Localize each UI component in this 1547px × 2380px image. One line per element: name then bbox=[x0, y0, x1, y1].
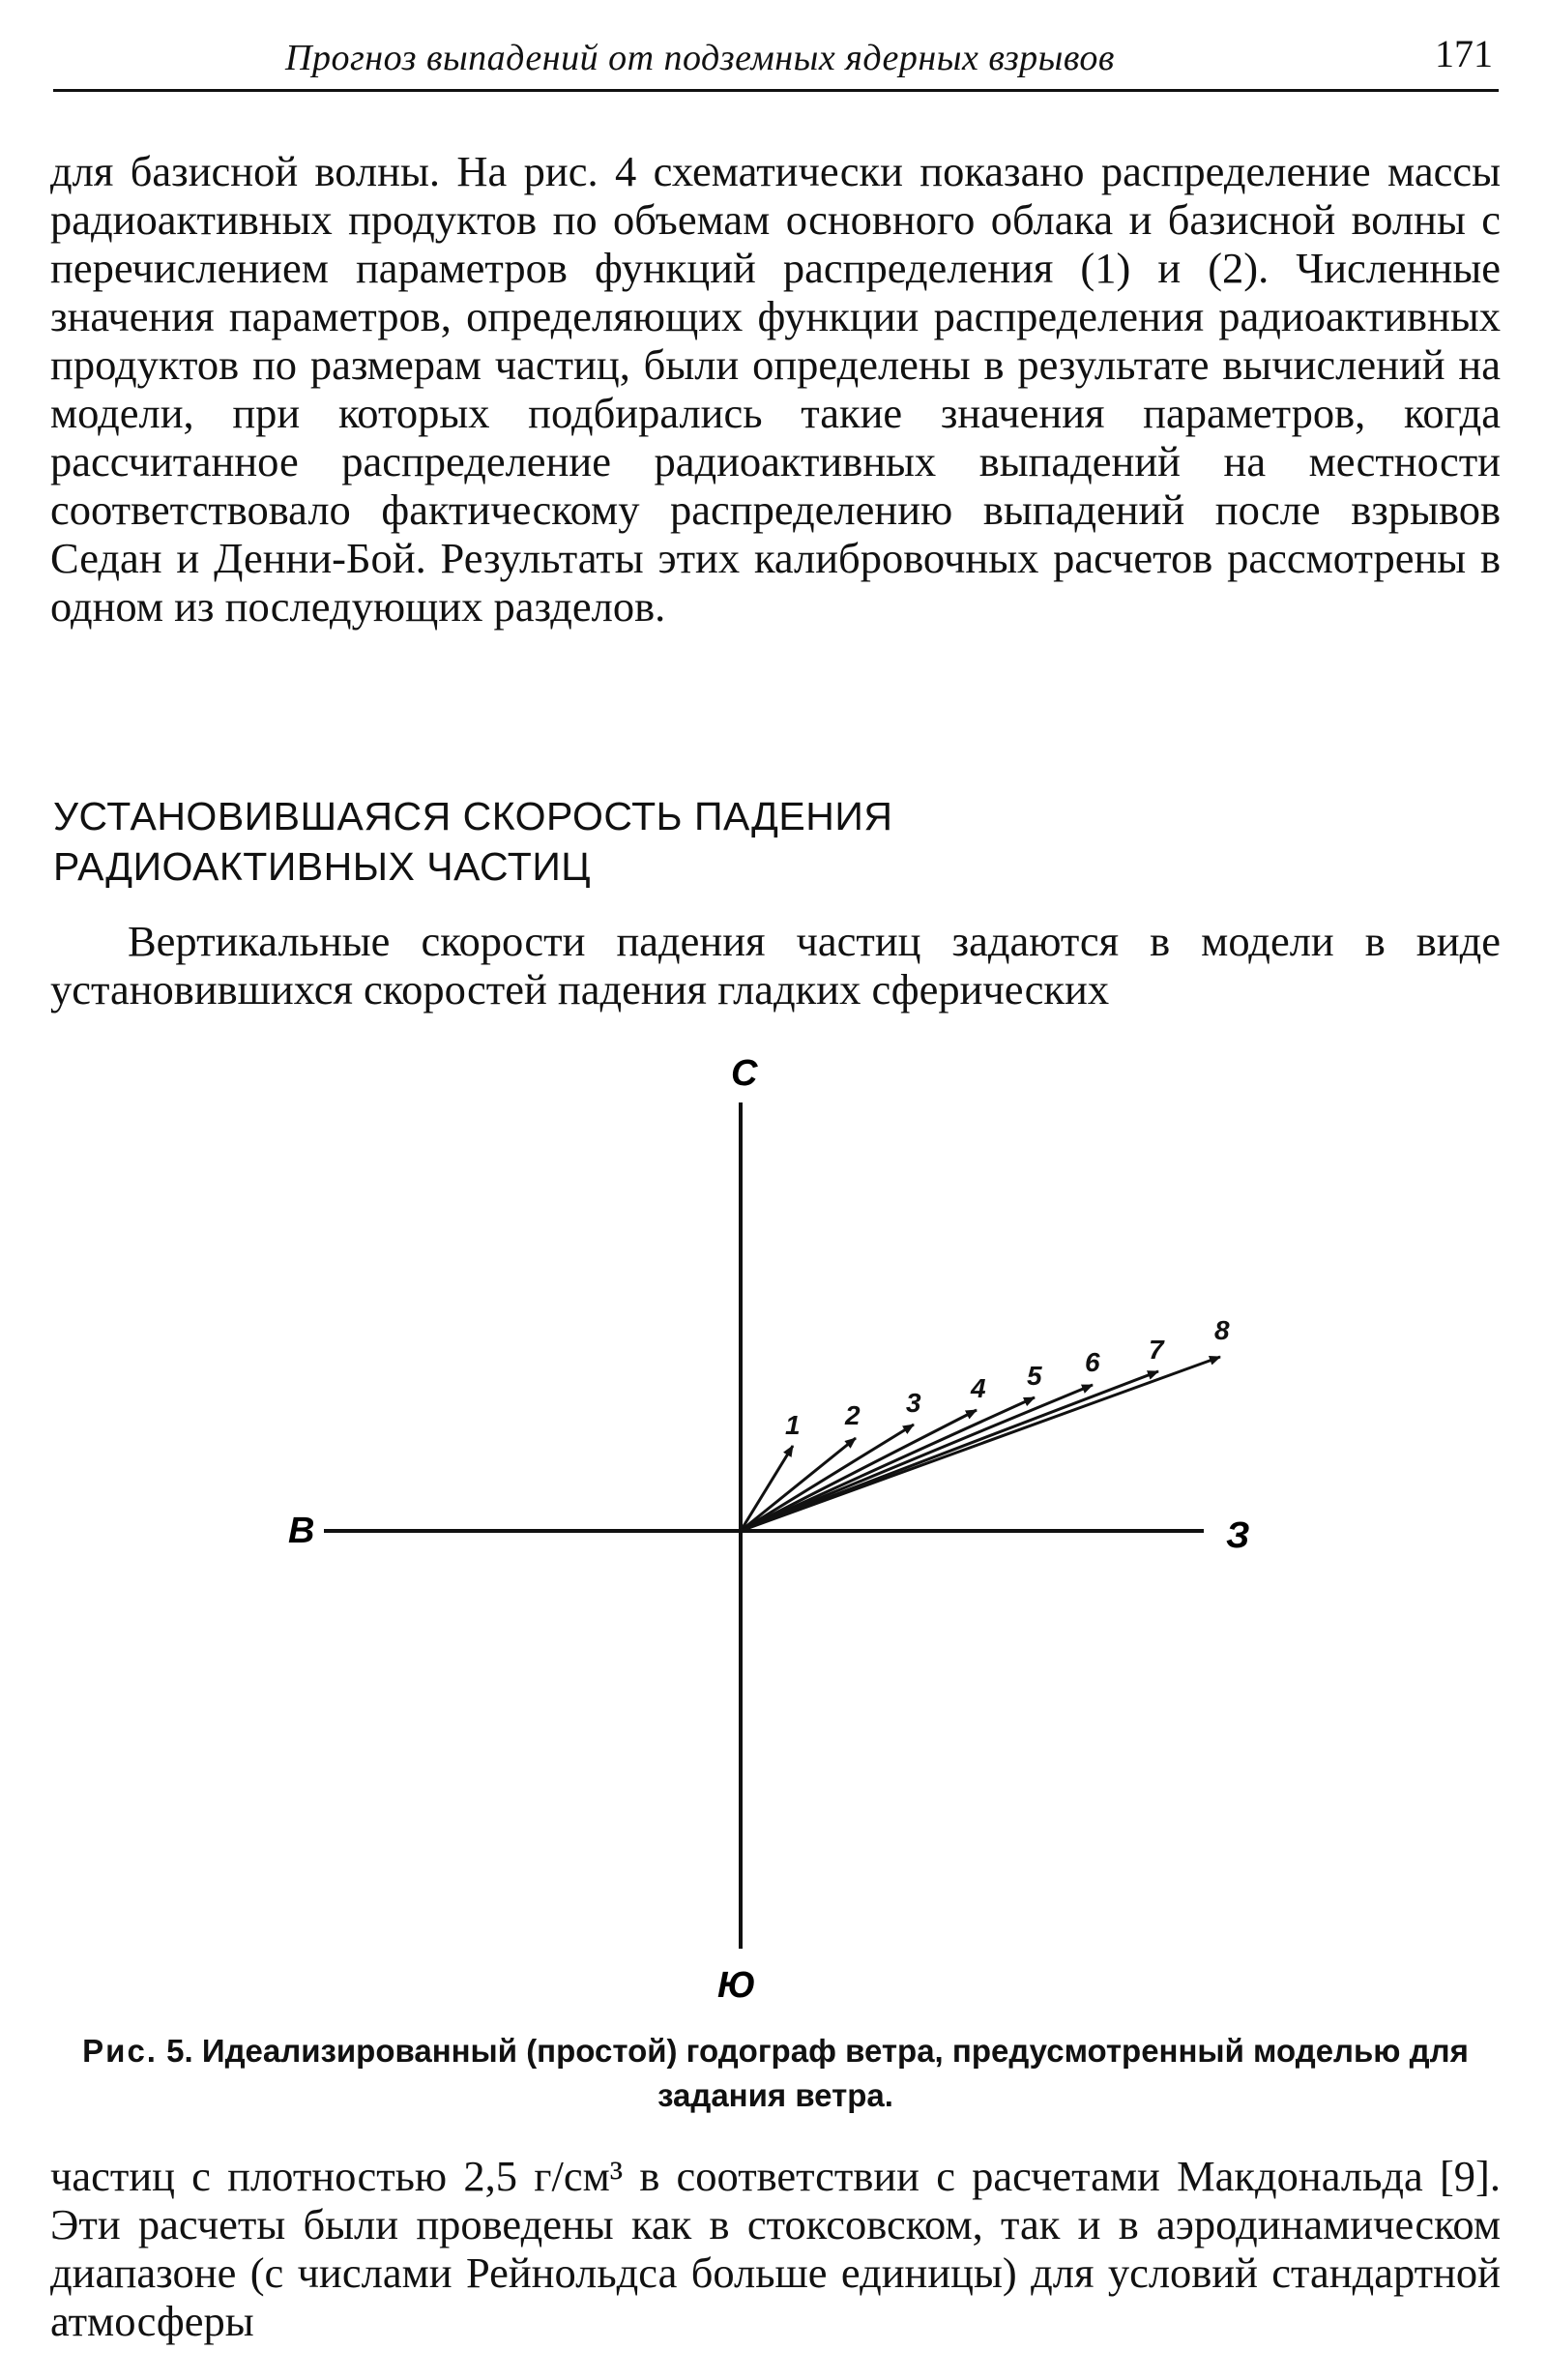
figure-caption bbox=[50, 2029, 1501, 2118]
axis-label-north: С bbox=[731, 1053, 758, 1094]
vector-label: 2 bbox=[845, 1400, 861, 1430]
section-heading-line: УСТАНОВИВШАЯСЯ СКОРОСТЬ ПАДЕНИЯ bbox=[53, 794, 893, 838]
vector-label: 4 bbox=[971, 1373, 986, 1403]
body-paragraph: Вертикальные скорости падения частиц задаются в модели в виде установившихся скоростей падения гладких сферических bbox=[50, 917, 1501, 1014]
axis-label-south: Ю bbox=[717, 1965, 756, 2006]
vector-label: 6 bbox=[1085, 1347, 1100, 1377]
wind-vector bbox=[741, 1438, 856, 1531]
caption-number: 5. bbox=[166, 2033, 193, 2069]
page-number: 171 bbox=[1435, 32, 1493, 75]
caption-label: Рис. bbox=[82, 2033, 158, 2069]
body-paragraph: для базисной волны. На рис. 4 схематически показано распределение массы радиоактивных продуктов по объемам основного облака и базисной волны с перечислением параметров функций распределения (1) и (2). Численные значения параметров, определяющих функции распределения радиоактивных продуктов по размерам частиц, были определены в результате вычислений на модели, при которых подбирались такие значения параметров, когда рассчитанное распределение радиоактивных выпадений на местности соответствовало фактическому распределению выпадений после взрывов Седан и Денни-Бой. Результаты этих калибровочных расчетов рассмотрены в одном из последующих разделов. bbox=[50, 147, 1501, 631]
hodograph-diagram bbox=[0, 1040, 1547, 2045]
running-header-title: Прогноз выпадений от подземных ядерных взрывов bbox=[285, 38, 1115, 78]
body-paragraph: частиц с плотностью 2,5 г/см³ в соответствии с расчетами Макдональда [9]. Эти расчеты были проведены как в стоксовском, так и в аэродинамическом диапазоне (с числами Рейнольдса больше единицы) для условий стандартной атмосферы bbox=[50, 2152, 1501, 2345]
vector-label: 3 bbox=[906, 1388, 921, 1418]
section-heading bbox=[53, 791, 1213, 892]
vector-label: 1 bbox=[785, 1410, 801, 1440]
vector-label: 7 bbox=[1149, 1335, 1164, 1365]
running-header bbox=[53, 29, 1499, 92]
vector-label: 5 bbox=[1027, 1361, 1042, 1391]
axis-label-west: В bbox=[288, 1511, 315, 1551]
caption-text: Идеализированный (простой) годограф ветра, предусмотренный моделью для задания ветра. bbox=[201, 2033, 1469, 2113]
wind-hodograph-figure bbox=[0, 1040, 1547, 2045]
section-heading-line: РАДИОАКТИВНЫХ ЧАСТИЦ bbox=[53, 844, 592, 889]
vector-label: 8 bbox=[1214, 1315, 1230, 1345]
axis-label-east: З bbox=[1226, 1515, 1250, 1556]
